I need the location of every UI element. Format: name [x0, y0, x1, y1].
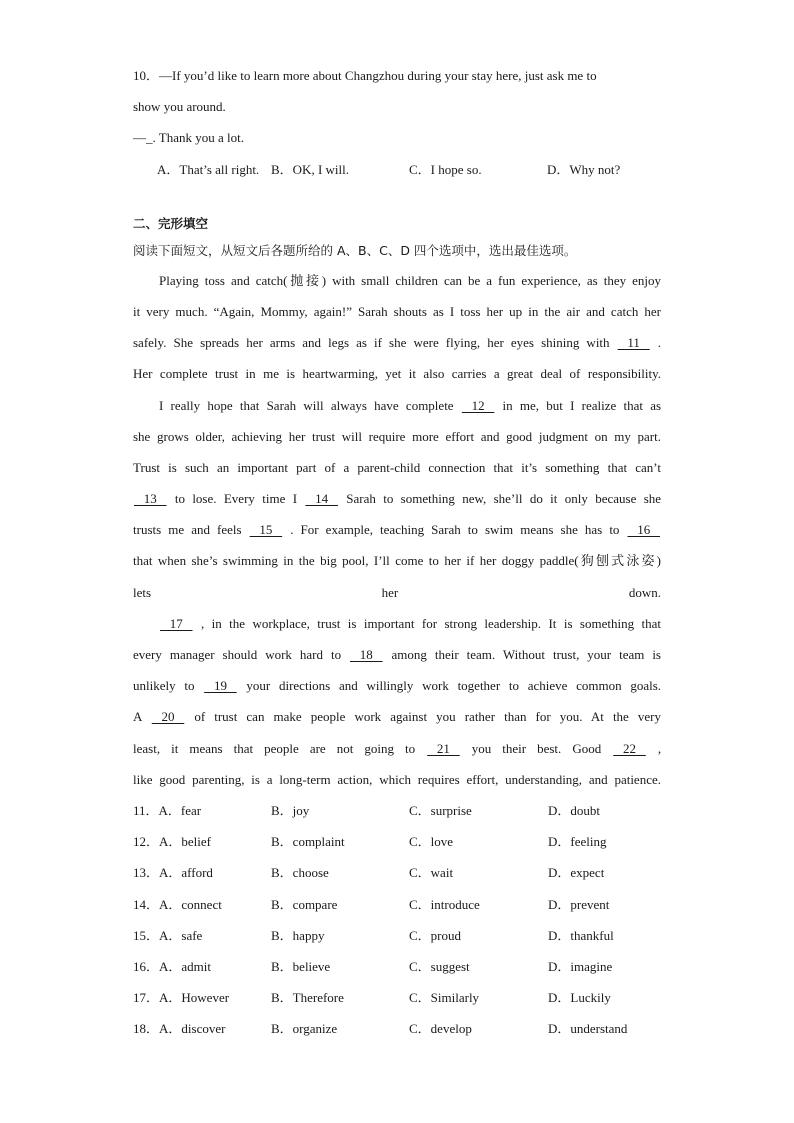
passage-text: , in the workplace, trust is important for strong leadership. It is something that: [200, 615, 661, 631]
option-text: B．joy: [271, 802, 310, 818]
question-number: 12．: [133, 834, 160, 850]
question-option[interactable]: [409, 1013, 548, 1044]
passage-line: [133, 670, 661, 701]
blank-16[interactable]: 16: [627, 522, 661, 538]
blank-12[interactable]: 12: [461, 397, 495, 413]
question-option[interactable]: [271, 951, 409, 982]
blank-21[interactable]: 21: [427, 740, 460, 756]
question-option[interactable]: [271, 826, 409, 857]
option-text: C．surprise: [409, 802, 472, 818]
question-row: [133, 982, 661, 1013]
question-option[interactable]: [409, 951, 548, 982]
option-text: B．organize: [271, 1021, 338, 1037]
question-option[interactable]: [271, 920, 409, 951]
option-text: A．connect: [159, 896, 222, 912]
q10-stem-line2: show you around.: [133, 99, 226, 115]
passage-line: [133, 452, 661, 483]
option-text: A．afford: [159, 865, 213, 881]
option-text: B．believe: [271, 958, 331, 974]
blank-20[interactable]: 20: [151, 709, 185, 725]
question-option[interactable]: [271, 1013, 409, 1044]
passage-text: to lose. Every time I: [174, 491, 298, 507]
question-option[interactable]: [409, 889, 548, 920]
option-text: C．suggest: [409, 958, 470, 974]
passage-text: unlikely to: [133, 678, 195, 694]
question-option[interactable]: [133, 1013, 271, 1044]
option-text: D．Luckily: [548, 990, 611, 1006]
question-number: 17．: [133, 990, 160, 1006]
passage-line: [133, 639, 661, 670]
blank-14[interactable]: 14: [305, 491, 338, 507]
passage-line: [133, 545, 661, 576]
passage-text: like good parenting, is a long-term action, which requires effort, understanding, and patience.: [133, 771, 661, 787]
option-text: B．compare: [271, 896, 338, 912]
section-instruction: 阅读下面短文，从短文后各题所给的 A、B、C、D 四个选项中，选出最佳选项。: [133, 242, 577, 258]
passage-text: your directions and willingly work together to achieve common goals.: [246, 678, 661, 694]
option-text: B．Therefore: [271, 990, 344, 1006]
passage-line: [133, 764, 661, 795]
passage-text: you their best. Good: [471, 740, 602, 756]
option-text: B．complaint: [271, 834, 345, 850]
question-row: [133, 889, 661, 920]
question-option[interactable]: [409, 982, 548, 1013]
question-option[interactable]: [409, 795, 548, 826]
question-option[interactable]: [271, 857, 409, 888]
passage-line: [133, 265, 661, 296]
question-option[interactable]: [133, 826, 271, 857]
question-option[interactable]: [409, 857, 548, 888]
passage-text: of trust can make people work against you rather than for you. At the very: [194, 709, 661, 725]
question-option[interactable]: [271, 982, 409, 1013]
question-option[interactable]: [548, 795, 661, 826]
question-number: 15．: [133, 927, 160, 943]
question-number: 18．: [133, 1021, 160, 1037]
passage-text: ,: [657, 740, 661, 756]
question-number: 14．: [133, 896, 160, 912]
passage-text: Sarah to something new, she’ll do it only because she: [346, 491, 661, 507]
blank-18[interactable]: 18: [350, 647, 383, 662]
exam-page: [133, 60, 661, 1044]
passage-line: [133, 390, 661, 421]
passage-line: [133, 483, 661, 514]
question-option[interactable]: [409, 920, 548, 951]
option-text: B．choose: [271, 865, 329, 881]
option-text: D．thankful: [548, 927, 614, 943]
passage-line: [133, 608, 661, 639]
passage-line: [133, 514, 661, 545]
question-option[interactable]: [133, 889, 271, 920]
passage-text: I really hope that Sarah will always have complete: [159, 397, 454, 413]
option-text: A．discover: [159, 1021, 226, 1037]
passage-text: trusts me and feels: [133, 522, 242, 538]
q10-options: [133, 154, 661, 185]
question-row: [133, 795, 661, 826]
question-option[interactable]: [133, 982, 271, 1013]
passage-text: .: [657, 335, 661, 351]
option-text: B．happy: [271, 927, 325, 943]
blank-11[interactable]: 11: [617, 335, 650, 351]
passage-line: [133, 327, 661, 358]
option-text: C．proud: [409, 927, 462, 943]
passage-text: A: [133, 709, 142, 725]
q10-stem-line3: —_. Thank you a lot.: [133, 130, 244, 146]
passage-line: [133, 296, 661, 327]
question-row: [133, 920, 661, 951]
q10-option-a[interactable]: A．That’s all right.: [157, 161, 260, 177]
option-text: A．fear: [158, 802, 202, 818]
passage-text: Her complete trust in me is heartwarming, yet it also carries a great deal of responsibility.: [133, 366, 661, 382]
option-text: A．admit: [159, 958, 212, 974]
passage-text: in me, but I realize that as: [502, 397, 661, 413]
question-number: 13．: [133, 865, 160, 881]
passage-text: . For example, teaching Sarah to swim means she has to: [290, 522, 620, 538]
q10-stem-line1: 10．—If you’d like to learn more about Changzhou during your stay here, just ask me to: [133, 68, 597, 83]
question-number: 11．: [133, 802, 159, 818]
blank-22[interactable]: 22: [613, 740, 646, 756]
question-option[interactable]: [133, 920, 271, 951]
passage-line: [133, 358, 661, 389]
question-row: [133, 951, 661, 982]
passage-text: every manager should work hard to: [133, 647, 342, 662]
question-option[interactable]: [271, 889, 409, 920]
cloze-passage: [133, 265, 661, 795]
passage-text: it very much. “Again, Mommy, again!” Sarah shouts as I toss her up in the air and catch her: [133, 303, 661, 319]
question-option[interactable]: [548, 982, 661, 1013]
question-row: [133, 826, 661, 857]
option-text: D．expect: [548, 865, 605, 881]
blank-13[interactable]: 13: [134, 491, 167, 507]
option-text: C．Similarly: [409, 990, 480, 1006]
question-list: [133, 795, 661, 1045]
blank-19[interactable]: 19: [204, 678, 237, 694]
passage-text: safely. She spreads her arms and legs as if she were flying, her eyes shining with: [133, 335, 610, 351]
question-option[interactable]: [409, 826, 548, 857]
question-option[interactable]: [548, 826, 661, 857]
blank-17[interactable]: 17: [160, 615, 193, 631]
question-row: [133, 1013, 661, 1044]
section-title: 二、完形填空: [133, 215, 209, 231]
question-number: 16．: [133, 958, 160, 974]
option-text: D．understand: [548, 1021, 628, 1037]
blank-15[interactable]: 15: [249, 522, 283, 538]
q10-option-d[interactable]: D．Why not?: [547, 161, 621, 177]
question-option[interactable]: [548, 857, 661, 888]
question-option[interactable]: [133, 951, 271, 982]
option-text: A．However: [159, 990, 230, 1006]
question-option[interactable]: [548, 951, 661, 982]
passage-line: [133, 421, 661, 452]
passage-line: [133, 577, 661, 608]
option-text: D．imagine: [548, 958, 613, 974]
passage-text: lets her down.: [133, 584, 661, 600]
passage-line: [133, 733, 661, 764]
passage-text: she grows older, achieving her trust will require more effort and good judgment on my part.: [133, 428, 661, 444]
option-text: C．introduce: [409, 896, 480, 912]
passage-line: [133, 701, 661, 732]
option-text: A．safe: [159, 927, 203, 943]
passage-text: Playing toss and catch(抛接) with small children can be a fun experience, as they enjoy: [159, 272, 661, 288]
question-option[interactable]: [548, 889, 661, 920]
option-text: D．feeling: [548, 834, 607, 850]
passage-text: least, it means that people are not going to: [133, 740, 416, 756]
passage-text: Trust is such an important part of a parent-child connection that it’s something that can’t: [133, 459, 661, 475]
option-text: A．belief: [159, 834, 211, 850]
option-text: C．love: [409, 834, 454, 850]
question-option[interactable]: [133, 795, 271, 826]
question-option[interactable]: [133, 857, 271, 888]
option-text: C．wait: [409, 865, 454, 881]
question-option[interactable]: [548, 1013, 661, 1044]
option-text: D．prevent: [548, 896, 610, 912]
passage-text: among their team. Without trust, your team is: [391, 647, 661, 662]
question-option[interactable]: [548, 920, 661, 951]
q10-option-b[interactable]: B．OK, I will.: [271, 161, 350, 177]
q10-option-c[interactable]: C．I hope so.: [409, 161, 482, 177]
option-text: C．develop: [409, 1021, 472, 1037]
question-option[interactable]: [271, 795, 409, 826]
passage-text: that when she’s swimming in the big pool, I’ll come to her if her doggy paddle(狗刨式泳姿): [133, 553, 661, 569]
option-text: D．doubt: [548, 802, 601, 818]
question-row: [133, 857, 661, 888]
